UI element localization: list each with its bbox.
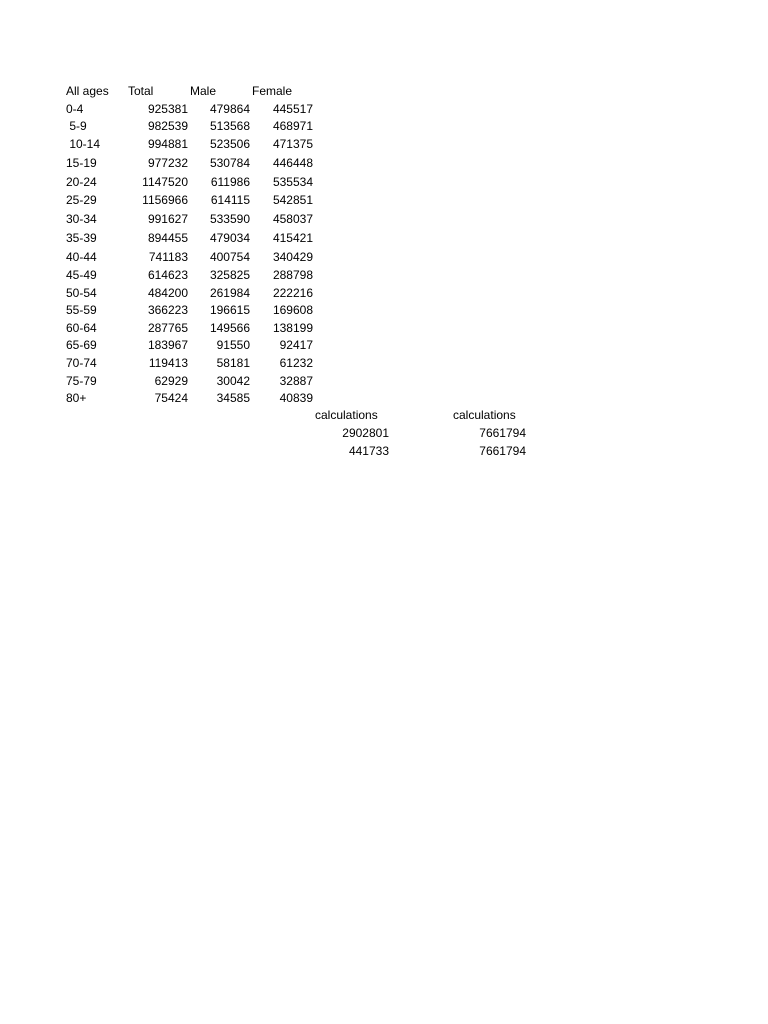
female-cell: 169608	[272, 303, 313, 317]
table-row	[0, 389, 768, 407]
female-cell: 542851	[272, 193, 313, 207]
calculations-label-row	[0, 406, 768, 424]
age-cell: 0-4	[66, 102, 84, 116]
age-cell: 75-79	[66, 374, 97, 388]
calculations-row-2	[0, 442, 768, 460]
total-cell: 894455	[147, 231, 188, 245]
table-row	[0, 266, 768, 284]
table-row	[0, 100, 768, 118]
female-cell: 92417	[279, 338, 313, 352]
table-row	[0, 248, 768, 266]
total-cell: 484200	[147, 286, 188, 300]
total-cell: 366223	[147, 303, 188, 317]
table-row	[0, 372, 768, 390]
table-row	[0, 229, 768, 247]
age-cell: 50-54	[66, 286, 97, 300]
table-row	[0, 154, 768, 172]
male-cell: 523506	[209, 137, 250, 151]
calculations-row-1	[0, 424, 768, 442]
table-row	[0, 354, 768, 372]
total-cell: 75424	[154, 391, 188, 405]
male-cell: 34585	[216, 391, 250, 405]
age-cell: 30-34	[66, 212, 97, 226]
male-cell: 400754	[209, 250, 250, 264]
calculations-label-2: calculations	[453, 408, 516, 422]
calculation-value: 441733	[348, 444, 389, 458]
male-cell: 530784	[209, 156, 250, 170]
male-cell: 614115	[210, 193, 250, 207]
calculation-value: 2902801	[342, 426, 389, 440]
total-cell: 994881	[147, 137, 188, 151]
age-cell: 15-19	[66, 156, 97, 170]
age-cell: 60-64	[66, 321, 97, 335]
age-cell: 10-14	[66, 137, 101, 151]
total-cell: 62929	[154, 374, 188, 388]
table-row	[0, 135, 768, 153]
female-cell: 288798	[272, 268, 313, 282]
total-cell: 741183	[148, 250, 188, 264]
table-row	[0, 210, 768, 228]
age-cell: 20-24	[66, 175, 97, 189]
male-cell: 91550	[216, 338, 250, 352]
header-total: Total	[128, 84, 154, 98]
table-row	[0, 173, 768, 191]
header-male: Male	[190, 84, 217, 98]
table-row	[0, 117, 768, 135]
total-cell: 1156966	[142, 193, 188, 207]
female-cell: 40839	[279, 391, 313, 405]
total-cell: 1147520	[142, 175, 188, 189]
table-row	[0, 301, 768, 319]
header-row	[0, 82, 768, 100]
age-cell: 55-59	[66, 303, 97, 317]
male-cell: 58181	[216, 356, 250, 370]
total-cell: 982539	[147, 119, 188, 133]
header-all-ages: All ages	[66, 84, 109, 98]
table-row	[0, 191, 768, 209]
female-cell: 61232	[279, 356, 313, 370]
total-cell: 183967	[147, 338, 188, 352]
male-cell: 149566	[209, 321, 250, 335]
female-cell: 535534	[272, 175, 313, 189]
male-cell: 513568	[209, 119, 250, 133]
total-cell: 977232	[147, 156, 188, 170]
male-cell: 533590	[209, 212, 250, 226]
male-cell: 479034	[209, 231, 250, 245]
male-cell: 479864	[209, 102, 250, 116]
table-row	[0, 336, 768, 354]
calculations-label-1: calculations	[315, 408, 378, 422]
age-cell: 80+	[66, 391, 87, 405]
female-cell: 445517	[272, 102, 313, 116]
total-cell: 287765	[147, 321, 188, 335]
female-cell: 471375	[272, 137, 313, 151]
total-cell: 991627	[147, 212, 188, 226]
table-row	[0, 319, 768, 337]
calculation-value: 7661794	[479, 426, 526, 440]
male-cell: 611986	[210, 175, 250, 189]
header-female: Female	[252, 84, 293, 98]
female-cell: 468971	[272, 119, 313, 133]
age-cell: 5-9	[66, 119, 87, 133]
female-cell: 415421	[272, 231, 313, 245]
male-cell: 196615	[209, 303, 250, 317]
female-cell: 32887	[279, 374, 313, 388]
total-cell: 119413	[148, 356, 188, 370]
age-cell: 70-74	[66, 356, 97, 370]
age-cell: 65-69	[66, 338, 97, 352]
male-cell: 30042	[216, 374, 250, 388]
female-cell: 222216	[272, 286, 313, 300]
age-cell: 25-29	[66, 193, 97, 207]
female-cell: 446448	[272, 156, 313, 170]
calculation-value: 7661794	[479, 444, 526, 458]
age-cell: 35-39	[66, 231, 97, 245]
female-cell: 458037	[272, 212, 313, 226]
age-cell: 45-49	[66, 268, 97, 282]
male-cell: 325825	[209, 268, 250, 282]
age-cell: 40-44	[66, 250, 97, 264]
table-row	[0, 284, 768, 302]
total-cell: 925381	[147, 102, 188, 116]
total-cell: 614623	[147, 268, 188, 282]
male-cell: 261984	[209, 286, 250, 300]
female-cell: 138199	[272, 321, 313, 335]
female-cell: 340429	[272, 250, 313, 264]
